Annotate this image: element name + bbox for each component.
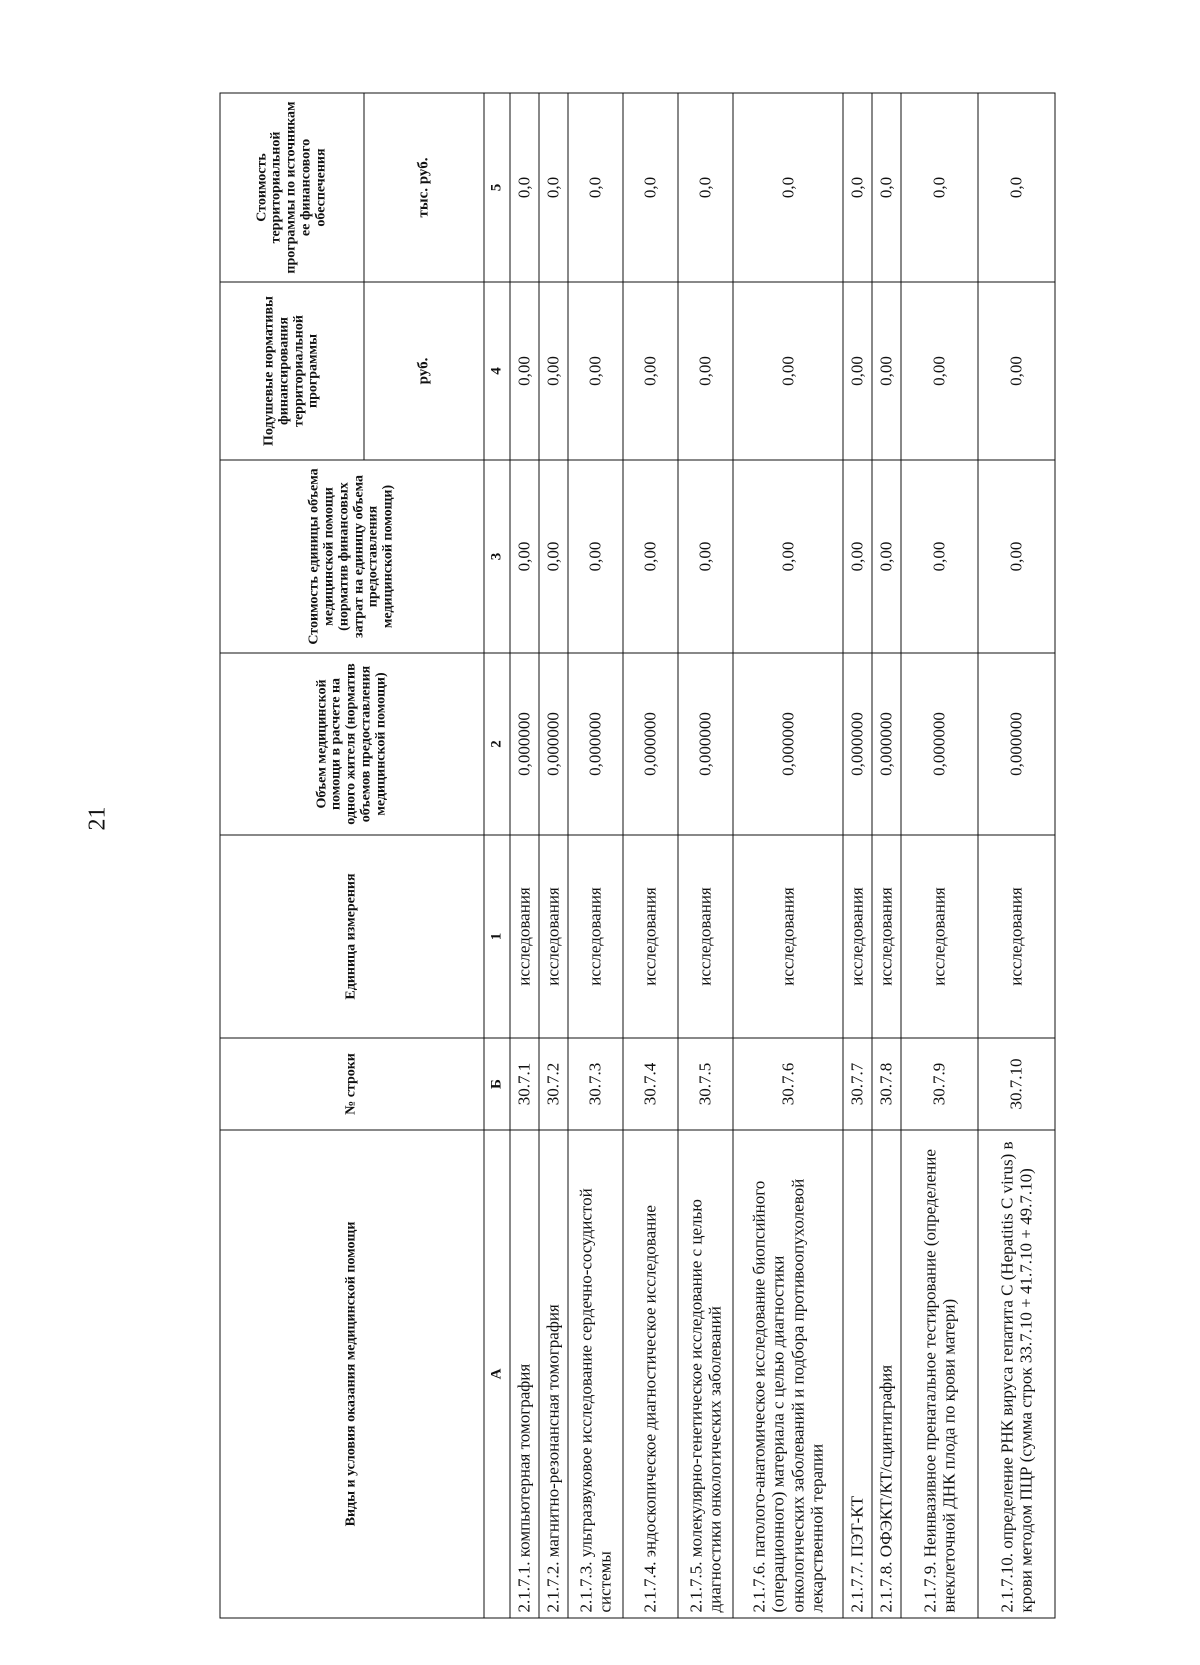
row-name: 2.1.7.5. молекулярно-генетическое исследование с целью диагностики онкологических заболеваний xyxy=(678,1130,733,1618)
column-number-1: 1 xyxy=(484,835,510,1038)
table-row xyxy=(678,93,733,1618)
row-name: 2.1.7.6. патолого-анатомическое исследование биопсийного (операционного) материала с целью диагностики онкологических заболеваний и подбора противоопухолевой лекарственной терапии xyxy=(733,1130,843,1618)
row-unit-cost: 0,00 xyxy=(623,460,678,653)
row-name: 2.1.7.9. Неинвазивное пренатальное тестирование (определение внеклеточной ДНК плода по крови матери) xyxy=(901,1130,978,1618)
units-program-cost: тыс. руб. xyxy=(364,93,484,282)
column-number-5: 5 xyxy=(484,93,510,282)
row-code: 30.7.7 xyxy=(843,1038,872,1130)
row-volume: 0,000000 xyxy=(733,653,843,835)
rotated-table-sheet xyxy=(220,94,1036,1619)
table-body xyxy=(510,93,1055,1618)
row-unit-cost: 0,00 xyxy=(678,460,733,653)
row-unit-cost: 0,00 xyxy=(510,460,539,653)
row-program-cost: 0,0 xyxy=(510,93,539,282)
row-unit: исследования xyxy=(539,835,568,1038)
row-volume: 0,000000 xyxy=(510,653,539,835)
row-unit: исследования xyxy=(901,835,978,1038)
column-number-2: 2 xyxy=(484,653,510,835)
row-program-cost: 0,0 xyxy=(623,93,678,282)
row-per-capita: 0,00 xyxy=(568,282,623,460)
row-unit: исследования xyxy=(568,835,623,1038)
row-per-capita: 0,00 xyxy=(978,282,1055,460)
row-code: 30.7.5 xyxy=(678,1038,733,1130)
row-unit: исследования xyxy=(623,835,678,1038)
row-volume: 0,000000 xyxy=(678,653,733,835)
row-name: 2.1.7.10. определение РНК вируса гепатита С (Hepatitis C virus) в крови методом ПЦР (сумма строк 33.7.10 + 41.7.10 + 49.7.10) xyxy=(978,1130,1055,1618)
row-code: 30.7.3 xyxy=(568,1038,623,1130)
table-row xyxy=(623,93,678,1618)
row-unit: исследования xyxy=(978,835,1055,1038)
row-name: 2.1.7.2. магнитно-резонансная томография xyxy=(539,1130,568,1618)
row-code: 30.7.4 xyxy=(623,1038,678,1130)
row-program-cost: 0,0 xyxy=(978,93,1055,282)
row-volume: 0,000000 xyxy=(978,653,1055,835)
header-per-capita: Подушевые нормативы финансирования территориальной программы xyxy=(220,282,364,460)
row-name: 2.1.7.1. компьютерная томография xyxy=(510,1130,539,1618)
table-row xyxy=(843,93,872,1618)
table-row xyxy=(568,93,623,1618)
row-per-capita: 0,00 xyxy=(678,282,733,460)
row-unit-cost: 0,00 xyxy=(568,460,623,653)
row-per-capita: 0,00 xyxy=(510,282,539,460)
row-program-cost: 0,0 xyxy=(539,93,568,282)
row-volume: 0,000000 xyxy=(872,653,901,835)
column-number-4: 4 xyxy=(484,282,510,460)
row-program-cost: 0,0 xyxy=(843,93,872,282)
row-program-cost: 0,0 xyxy=(678,93,733,282)
row-unit-cost: 0,00 xyxy=(843,460,872,653)
row-name: 2.1.7.4. эндоскопическое диагностическое исследование xyxy=(623,1130,678,1618)
row-volume: 0,000000 xyxy=(539,653,568,835)
row-unit: исследования xyxy=(843,835,872,1038)
column-letter-b: Б xyxy=(484,1038,510,1130)
row-per-capita: 0,00 xyxy=(843,282,872,460)
row-per-capita: 0,00 xyxy=(901,282,978,460)
header-program-cost: Стоимость территориальной программы по источникам ее финансового обеспечения xyxy=(220,93,364,282)
row-name: 2.1.7.8. ОФЭКТ/КТ/сцинтиграфия xyxy=(872,1130,901,1618)
row-per-capita: 0,00 xyxy=(539,282,568,460)
row-per-capita: 0,00 xyxy=(872,282,901,460)
page-number: 21 xyxy=(84,806,111,831)
units-per-capita: руб. xyxy=(364,282,484,460)
table-row xyxy=(978,93,1055,1618)
row-program-cost: 0,0 xyxy=(872,93,901,282)
row-volume: 0,000000 xyxy=(843,653,872,835)
row-code: 30.7.6 xyxy=(733,1038,843,1130)
row-per-capita: 0,00 xyxy=(623,282,678,460)
row-volume: 0,000000 xyxy=(623,653,678,835)
row-code: 30.7.2 xyxy=(539,1038,568,1130)
column-number-3: 3 xyxy=(484,460,510,653)
row-program-cost: 0,0 xyxy=(568,93,623,282)
row-code: 30.7.8 xyxy=(872,1038,901,1130)
table-header xyxy=(220,93,510,1618)
header-unit: Единица измерения xyxy=(220,835,484,1038)
row-name: 2.1.7.3. ультразвуковое исследование сердечно-сосудистой системы xyxy=(568,1130,623,1618)
header-type: Виды и условия оказания медицинской помощи xyxy=(220,1130,484,1618)
row-program-cost: 0,0 xyxy=(901,93,978,282)
header-unit-cost: Стоимость единицы объема медицинской помощи (норматив финансовых затрат на единицу объема предоставления медицинской помощи) xyxy=(220,460,484,653)
row-volume: 0,000000 xyxy=(568,653,623,835)
row-unit: исследования xyxy=(510,835,539,1038)
row-unit-cost: 0,00 xyxy=(901,460,978,653)
row-program-cost: 0,0 xyxy=(733,93,843,282)
row-name: 2.1.7.7. ПЭТ-КТ xyxy=(843,1130,872,1618)
row-code: 30.7.10 xyxy=(978,1038,1055,1130)
row-unit: исследования xyxy=(872,835,901,1038)
row-code: 30.7.9 xyxy=(901,1038,978,1130)
row-unit-cost: 0,00 xyxy=(978,460,1055,653)
header-row-number: № строки xyxy=(220,1038,484,1130)
table-row xyxy=(901,93,978,1618)
row-code: 30.7.1 xyxy=(510,1038,539,1130)
row-unit: исследования xyxy=(678,835,733,1038)
row-unit: исследования xyxy=(733,835,843,1038)
row-per-capita: 0,00 xyxy=(733,282,843,460)
row-volume: 0,000000 xyxy=(901,653,978,835)
row-unit-cost: 0,00 xyxy=(872,460,901,653)
row-unit-cost: 0,00 xyxy=(733,460,843,653)
table-row xyxy=(872,93,901,1618)
table-row xyxy=(510,93,539,1618)
table-row xyxy=(539,93,568,1618)
financing-table xyxy=(220,93,1056,1619)
row-unit-cost: 0,00 xyxy=(539,460,568,653)
column-letter-a: А xyxy=(484,1130,510,1618)
header-volume: Объем медицинской помощи в расчете на одного жителя (норматив объемов предоставления медицинской помощи) xyxy=(220,653,484,835)
table-row xyxy=(733,93,843,1618)
